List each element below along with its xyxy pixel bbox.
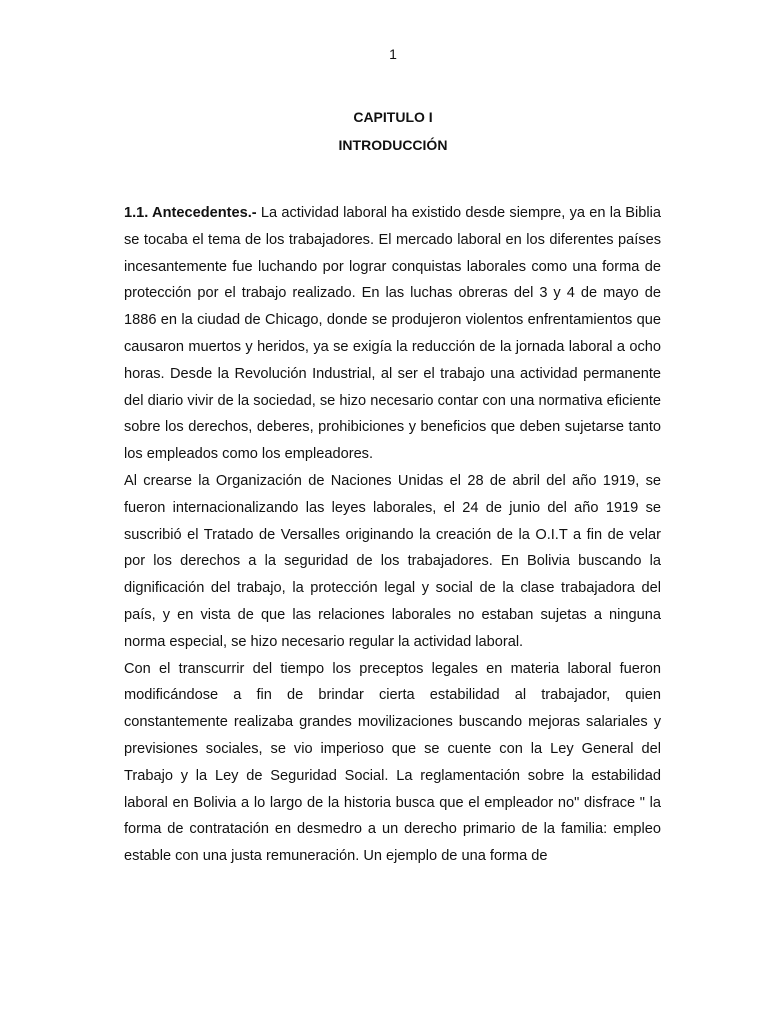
document-body (124, 200, 661, 870)
chapter-heading: CAPITULO I (353, 109, 433, 125)
paragraph-onu: Al crearse la Organización de Naciones Unidas el 28 de abril del año 1919, se fueron internacionalizando las leyes laborales, el 24 de junio del año 1919 se suscribió el Tratado de Versalles originando la creación de la O.I.T a fin de velar por los derechos a la seguridad de los trabajadores. En Bolivia buscando la dignificación del trabajo, la protección legal y social de la clase trabajadora del país, y en vista de que las relaciones laborales no estaban sujetas a ninguna norma especial, se hizo necesario regular la actividad laboral. (124, 472, 661, 650)
section-label: 1.1. Antecedentes.- (124, 205, 257, 221)
chapter-title: INTRODUCCIÓN (338, 137, 448, 153)
paragraph-antecedentes (124, 200, 661, 468)
paragraph-preceptos: Con el transcurrir del tiempo los preceptos legales en materia laboral fueron modificándose a fin de brindar cierta estabilidad al trabajador, quien constantemente realizaba grandes movilizaciones buscando mejoras salariales y previsiones sociales, se vio imperioso que se cuente con la Ley General del Trabajo y la Ley de Seguridad Social. La reglamentación sobre la estabilidad laboral en Bolivia a lo largo de la historia busca que el empleador no" disfrace " la forma de contratación en desmedro a un derecho primario de la familia: empleo estable con una justa remuneración. Un ejemplo de una forma de (124, 660, 661, 865)
paragraph-text: La actividad laboral ha existido desde siempre, ya en la Biblia se tocaba el tema de los trabajadores. El mercado laboral en los diferentes países incesantemente fue luchando por lograr conquistas laborales como una forma de protección por el trabajo realizado. En las luchas obreras del 3 y 4 de mayo de 1886 en la ciudad de Chicago, donde se produjeron violentos enfrentamientos que causaron muertos y heridos, ya se exigía la reducción de la jornada laboral a ocho horas. Desde la Revolución Industrial, al ser el trabajo una actividad permanente del diario vivir de la sociedad, se hizo necesario contar con una normativa eficiente sobre los derechos, deberes, prohibiciones y beneficios que deben sujetarse tanto los empleados como los empleadores. (124, 205, 661, 463)
page-number: 1 (389, 46, 397, 62)
